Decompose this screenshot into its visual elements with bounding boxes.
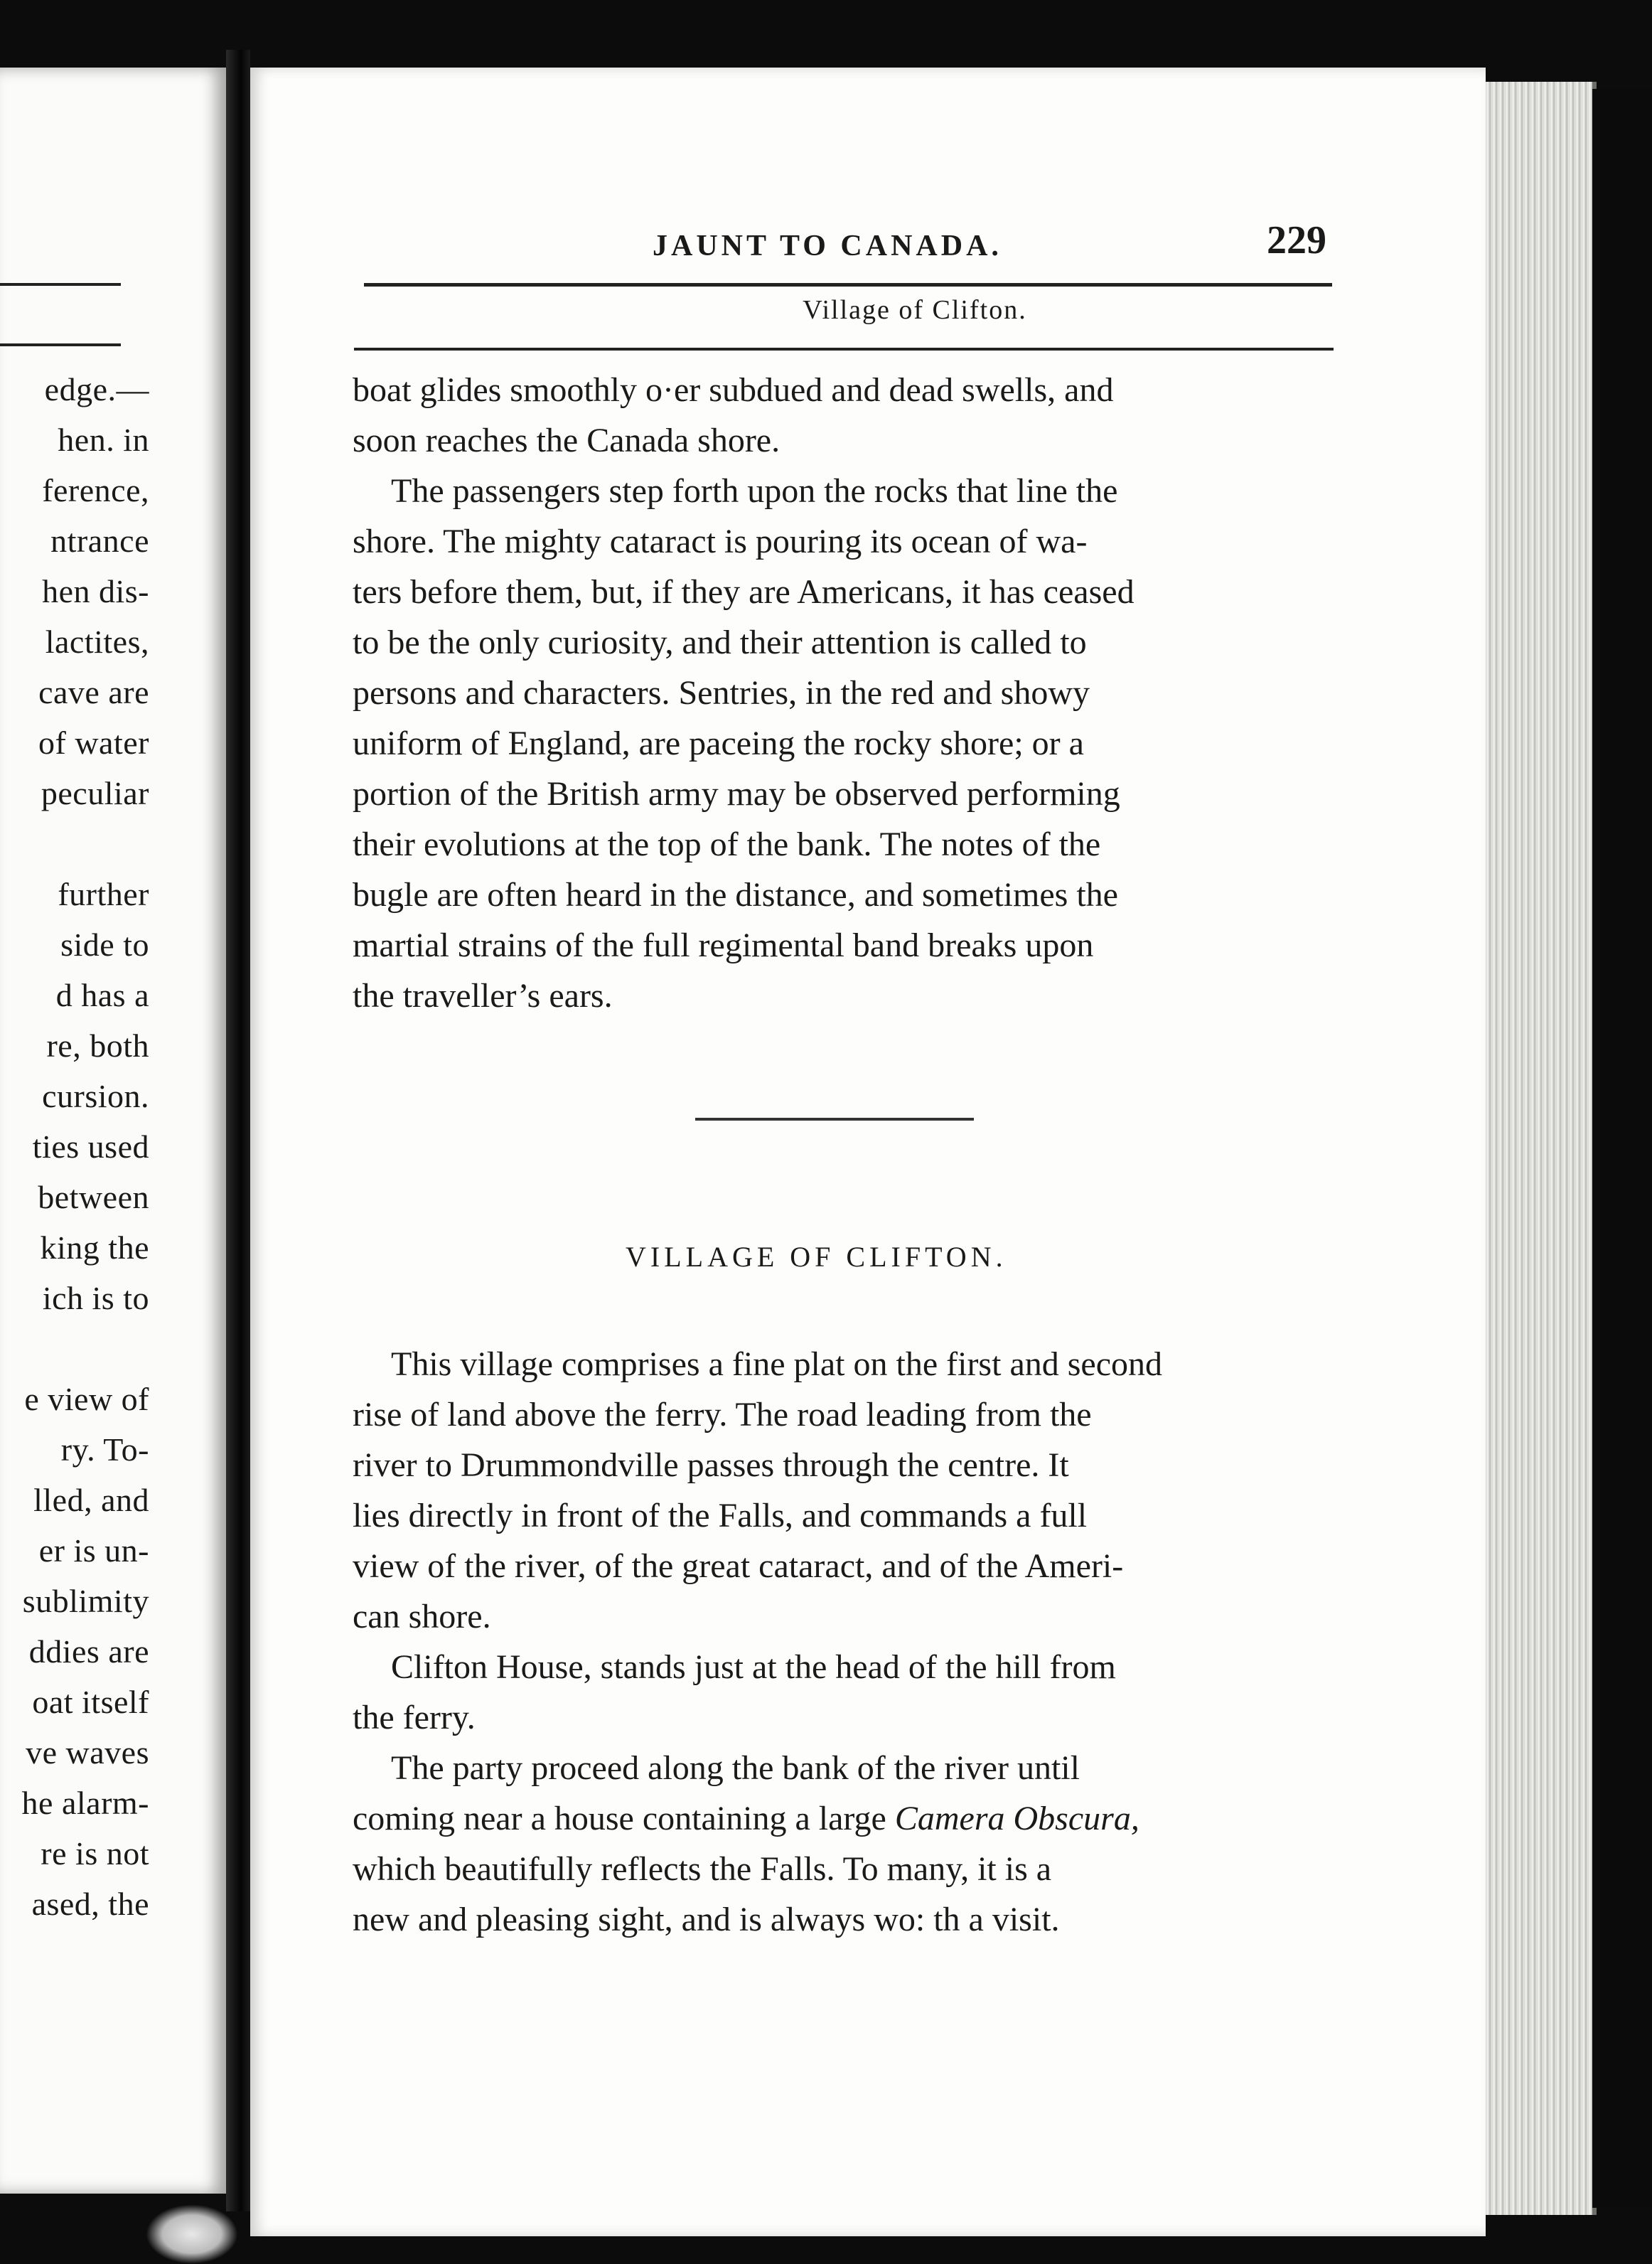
left-line: ddies are	[28, 1633, 149, 1670]
paragraph-line: This village comprises a fine plat on the first and second	[391, 1345, 1163, 1383]
left-line: re is not	[41, 1835, 149, 1871]
left-header-rule	[0, 343, 121, 346]
paragraph-line: persons and characters. Sentries, in the red and showy	[353, 674, 1090, 712]
left-line: lactites,	[45, 624, 149, 660]
left-line: e view of	[24, 1381, 149, 1417]
left-line: sublimity	[22, 1583, 149, 1619]
page-number: 229	[1267, 218, 1326, 262]
italic-term: Camera Obscura,	[894, 1800, 1139, 1837]
paragraph-line: the traveller’s ears.	[353, 977, 613, 1015]
left-line: king the	[40, 1229, 149, 1266]
left-line: lled, and	[33, 1482, 149, 1518]
paragraph-line	[353, 1793, 1336, 1844]
paragraph-line: portion of the British army may be observed performing	[353, 775, 1120, 813]
left-line: side to	[60, 927, 149, 963]
left-line: cave are	[38, 674, 149, 710]
left-line: ntrance	[50, 523, 149, 559]
left-line: hen dis-	[42, 573, 149, 609]
paragraph-line: Clifton House, stands just at the head of the hill from	[391, 1648, 1116, 1686]
paragraph-line: their evolutions at the top of the bank. The notes of the	[353, 826, 1101, 863]
paragraph-line: river to Drummondville passes through the centre. It	[353, 1446, 1069, 1484]
running-head: JAUNT TO CANADA.	[653, 230, 1002, 262]
left-line: he alarm-	[21, 1785, 149, 1821]
left-line: hen. in	[58, 422, 149, 458]
paragraph-line: the ferry.	[353, 1699, 476, 1736]
paragraph-line: new and pleasing sight, and is always wo: th a visit.	[353, 1901, 1060, 1938]
paragraph-line: uniform of England, are paceing the rocky shore; or a	[353, 725, 1084, 762]
text-block-lower	[353, 1339, 1336, 1945]
paragraph-line: ters before them, but, if they are Americans, it has ceased	[353, 573, 1135, 611]
paragraph-line: The party proceed along the bank of the river until	[391, 1749, 1080, 1787]
paragraph-line: bugle are often heard in the distance, and sometimes the	[353, 876, 1118, 914]
left-line: edge.—	[44, 371, 149, 407]
left-line: re, both	[46, 1027, 149, 1064]
page-fore-edge	[1486, 82, 1597, 2215]
paragraph-line: can shore.	[353, 1598, 491, 1635]
left-header-rule	[0, 283, 121, 286]
paragraph-line: lies directly in front of the Falls, and commands a full	[353, 1497, 1088, 1534]
left-line: further	[58, 876, 149, 912]
left-page-fragment	[0, 68, 226, 2194]
section-title: VILLAGE OF CLIFTON.	[626, 1241, 1007, 1273]
left-line: ased, the	[31, 1886, 149, 1922]
paragraph-line: soon reaches the Canada shore.	[353, 422, 781, 459]
left-line: ich is to	[42, 1280, 149, 1316]
background-shadow	[1592, 89, 1652, 2208]
text-span: coming near a house containing a large	[353, 1800, 895, 1837]
book-gutter	[226, 50, 250, 2211]
paragraph-line: to be the only curiosity, and their attention is called to	[353, 624, 1087, 661]
left-line: d has a	[55, 977, 149, 1013]
left-line: between	[38, 1179, 149, 1215]
header-rule	[354, 348, 1334, 351]
left-line: oat itself	[32, 1684, 149, 1720]
scan-artifact	[146, 2204, 238, 2264]
paragraph-line: martial strains of the full regimental band breaks upon	[353, 927, 1094, 964]
left-line: peculiar	[41, 775, 149, 811]
paragraph-line: rise of land above the ferry. The road leading from the	[353, 1396, 1092, 1433]
left-line: er is un-	[38, 1532, 149, 1569]
paragraph-line: which beautifully reflects the Falls. To many, it is a	[353, 1850, 1052, 1888]
left-line: ve waves	[26, 1734, 149, 1771]
section-divider	[695, 1118, 974, 1121]
paragraph-line: shore. The mighty cataract is pouring its ocean of wa-	[353, 523, 1088, 560]
left-line: cursion.	[42, 1078, 149, 1114]
left-line: ry. To-	[60, 1431, 149, 1468]
left-line: of water	[38, 725, 149, 761]
text-block-upper	[353, 365, 1336, 1021]
header-rule	[364, 283, 1332, 287]
paragraph-line: boat glides smoothly o·er subdued and dead swells, and	[353, 371, 1114, 409]
paragraph-line: view of the river, of the great cataract, and of the Ameri-	[353, 1547, 1124, 1585]
left-line: ference,	[42, 472, 149, 508]
paragraph-line: The passengers step forth upon the rocks that line the	[391, 472, 1118, 510]
section-subhead: Village of Clifton.	[803, 295, 1027, 325]
left-line: ties used	[32, 1128, 149, 1165]
